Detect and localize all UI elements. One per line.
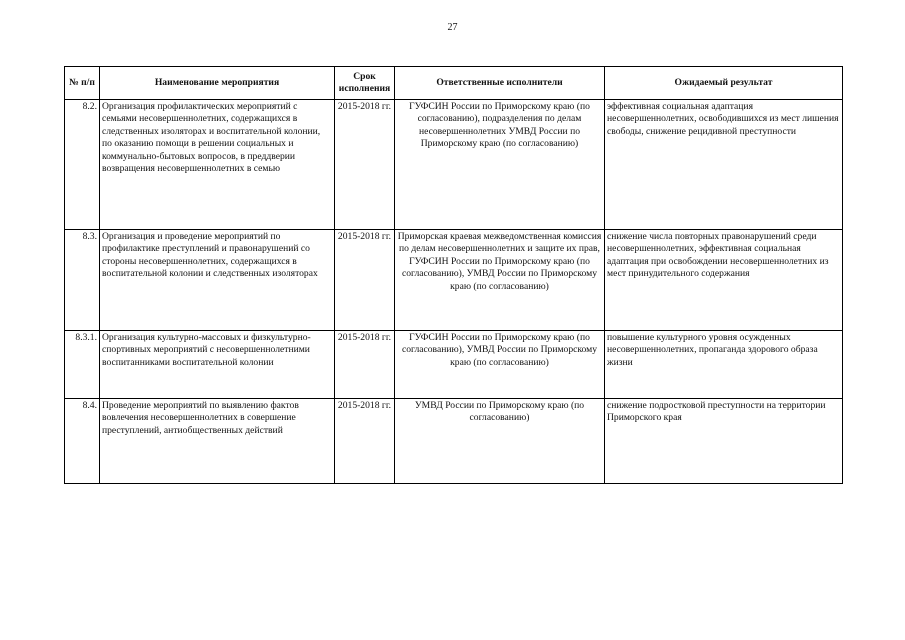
header-result: Ожидаемый результат [605, 67, 843, 100]
row-num: 8.3. [65, 230, 100, 331]
header-num: № п/п [65, 67, 100, 100]
table-row [65, 230, 843, 331]
table-header-row [65, 67, 843, 100]
row-name: Проведение мероприятий по выявлению фактов вовлечения несовершеннолетних в совершение преступлений, антиобщественных действий [100, 399, 335, 484]
table-row [65, 331, 843, 399]
row-result: снижение подростковой преступности на территории Приморского края [605, 399, 843, 484]
row-executors: ГУФСИН России по Приморскому краю (по согласованию), подразделения по делам несовершеннолетних УМВД России по Приморскому краю (по согласованию) [395, 100, 605, 230]
row-num: 8.4. [65, 399, 100, 484]
row-term: 2015-2018 гг. [335, 230, 395, 331]
header-name: Наименование мероприятия [100, 67, 335, 100]
measures-table [64, 66, 843, 484]
row-result: повышение культурного уровня осужденных несовершеннолетних, пропаганда здорового образа жизни [605, 331, 843, 399]
header-executors: Ответственные исполнители [395, 67, 605, 100]
row-result: снижение числа повторных правонарушений среди несовершеннолетних, эффективная социальная адаптация при освобождении несовершеннолетних из мест принудительного содержания [605, 230, 843, 331]
row-term: 2015-2018 гг. [335, 100, 395, 230]
row-executors: ГУФСИН России по Приморскому краю (по согласованию), УМВД России по Приморскому краю (по согласованию) [395, 331, 605, 399]
table-row [65, 100, 843, 230]
row-num: 8.3.1. [65, 331, 100, 399]
row-result: эффективная социальная адаптация несовершеннолетних, освободившихся из мест лишения свободы, снижение рецидивной преступности [605, 100, 843, 230]
row-term: 2015-2018 гг. [335, 399, 395, 484]
page-number: 27 [447, 22, 458, 33]
row-num: 8.2. [65, 100, 100, 230]
row-executors: УМВД России по Приморскому краю (по согласованию) [395, 399, 605, 484]
row-term: 2015-2018 гг. [335, 331, 395, 399]
header-term: Срок исполнения [335, 67, 395, 100]
table-row [65, 399, 843, 484]
row-name: Организация профилактических мероприятий с семьями несовершеннолетних, содержащихся в следственных изоляторах и воспитательной колонии, по оказанию помощи в решении социальных и коммунально-бытовых вопросов, в преддверии возвращения несовершеннолетних в семью [100, 100, 335, 230]
row-executors: Приморская краевая межведомственная комиссия по делам несовершеннолетних и защите их прав, ГУФСИН России по Приморскому краю (по согласованию), УМВД России по Приморскому краю (по согласованию) [395, 230, 605, 331]
row-name: Организация и проведение мероприятий по профилактике преступлений и правонарушений со стороны несовершеннолетних, содержащихся в воспитательной колонии и следственных изоляторах [100, 230, 335, 331]
row-name: Организация культурно-массовых и физкультурно-спортивных мероприятий с несовершеннолетними воспитанниками воспитательной колонии [100, 331, 335, 399]
